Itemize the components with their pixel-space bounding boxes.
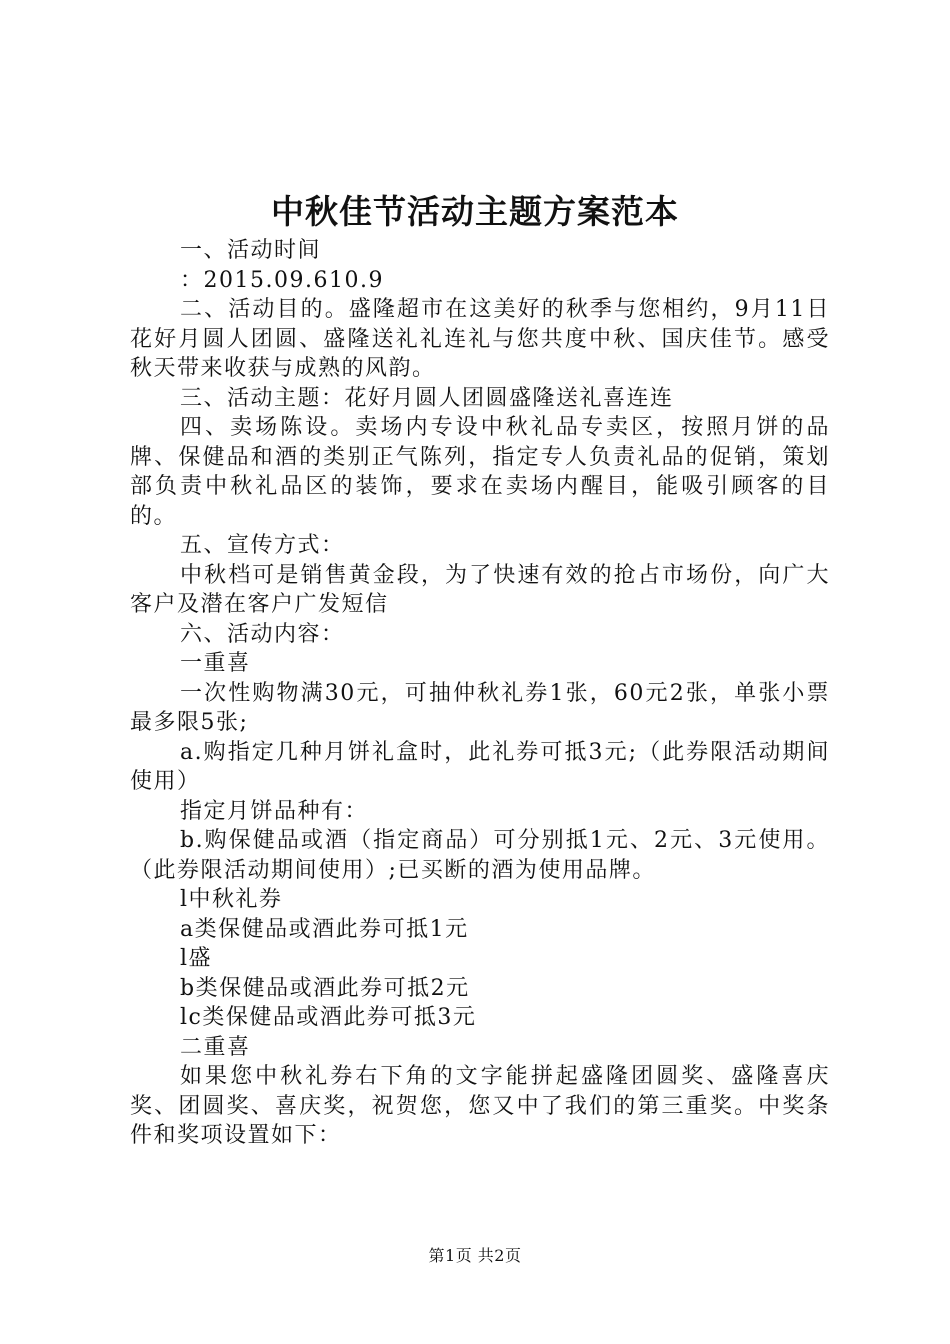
paragraph-first-prize-heading: 一重喜: [180, 651, 251, 676]
paragraph-store-display: 四、卖场陈设。卖场内专设中秋礼品专卖区，按照月饼的品牌、保健品和酒的类别正气陈列，指定专人负责礼品的促销，策划部负责中秋礼品区的装饰，要求在卖场内醒目，能吸引顾客的目的。: [130, 415, 830, 529]
paragraph-voucher-b: b类保健品或酒此券可抵2元: [180, 975, 470, 1001]
paragraph-activity-content-heading: 六、活动内容：: [180, 621, 345, 647]
paragraph-activity-date: ：2015.09.610.9: [180, 267, 384, 293]
paragraph-promotion-heading: 五、宣传方式：: [180, 533, 345, 558]
paragraph-second-prize-heading: 二重喜: [180, 1034, 251, 1060]
paragraph-first-prize-rule: 一次性购物满30元，可抽仲秋礼券1张，60元2张，单张小票最多限5张;: [130, 680, 830, 735]
paragraph-voucher-list-heading: l中秋礼券: [180, 887, 283, 912]
paragraph-promotion-detail: 中秋档可是销售黄金段，为了快速有效的抢占市场份，向广大客户及潜在客户广发短信: [130, 562, 830, 617]
paragraph-activity-purpose: 二、活动目的。盛隆超市在这美好的秋季与您相约，9月11日花好月圆人团圆、盛隆送礼礼连礼与您共度中秋、国庆佳节。感受秋天带来收获与成熟的风韵。: [130, 297, 830, 381]
paragraph-voucher-sheng: l盛: [180, 946, 213, 971]
paragraph-mooncake-voucher: a.购指定几种月饼礼盒时，此礼券可抵3元;（此券限活动期间使用）: [130, 739, 830, 794]
paragraph-activity-time-heading: 一、活动时间: [180, 238, 322, 263]
document-title: 中秋佳节活动主题方案范本: [271, 192, 679, 231]
paragraph-mooncake-types: 指定月饼品种有：: [180, 798, 369, 824]
paragraph-voucher-c: lc类保健品或酒此券可抵3元: [180, 1005, 477, 1030]
document-body: [130, 236, 830, 1151]
paragraph-voucher-a: a类保健品或酒此券可抵1元: [180, 916, 469, 942]
paragraph-second-prize-rule: 如果您中秋礼券右下角的文字能拼起盛隆团圆奖、盛隆喜庆奖、团圆奖、喜庆奖，祝贺您，您又中了我们的第三重奖。中奖条件和奖项设置如下：: [130, 1064, 830, 1148]
page-footer: 第1页 共2页: [428, 1246, 522, 1265]
paragraph-health-wine-voucher: b.购保健品或酒（指定商品）可分别抵1元、2元、3元使用。（此券限活动期间使用）;已买断的酒为使用品牌。: [130, 828, 830, 883]
paragraph-activity-theme: 三、活动主题：花好月圆人团圆盛隆送礼喜连连: [180, 385, 674, 411]
